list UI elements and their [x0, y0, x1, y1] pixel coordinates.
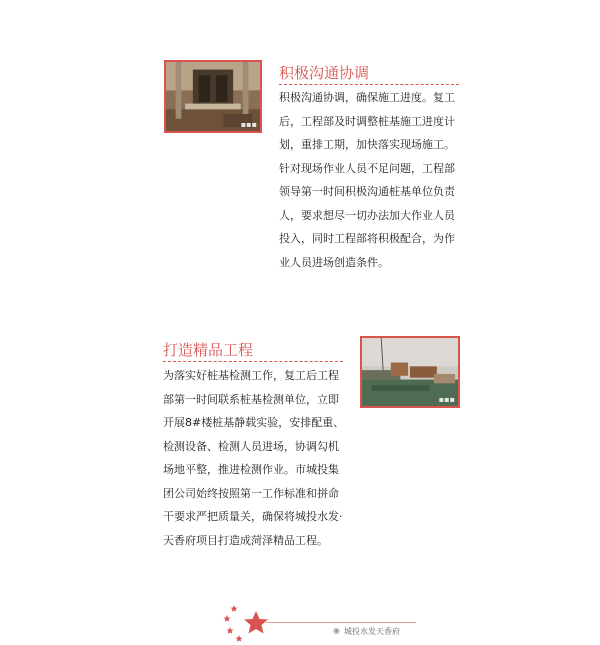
watermark: ▪▪▪	[240, 120, 257, 129]
wechat-icon: ◉	[333, 626, 340, 635]
section2-heading: 打造精品工程	[163, 341, 254, 359]
watermark: ▪▪▪	[438, 395, 455, 404]
section2-dash-divider	[163, 361, 343, 362]
section1-paragraph: 积极沟通协调，确保施工进度。复工后，工程部及时调整桩基施工进度计划，重排工期，加快落实现场施工。针对现场作业人员不足问题，工程部领导第一时间积极沟通桩基单位负责人，要求想尽一切办法加大作业人员投入，同时工程部将积极配合，为作业人员进场创造条件。	[279, 91, 455, 269]
section2-photo	[360, 336, 460, 408]
red-star-icon	[222, 603, 268, 643]
section2-paragraph: 为落实好桩基检测工作，复工后工程部第一时间联系桩基检测单位，立即开展8#楼桩基静载实验，安排配重、检测设备、检测人员进场，协调勾机场地平整，推进检测作业。市城投集团公司始终按照第一工作标准和拼命干要求严把质量关，确保将城投水发·天香府项目打造成菏泽精品工程。	[163, 369, 345, 547]
section1-photo	[164, 60, 262, 133]
section1-heading: 积极沟通协调	[279, 64, 370, 82]
footer-logo-text: 城投水发天香府	[344, 627, 400, 636]
section1-dash-divider	[279, 84, 459, 85]
footer-divider	[266, 622, 416, 623]
